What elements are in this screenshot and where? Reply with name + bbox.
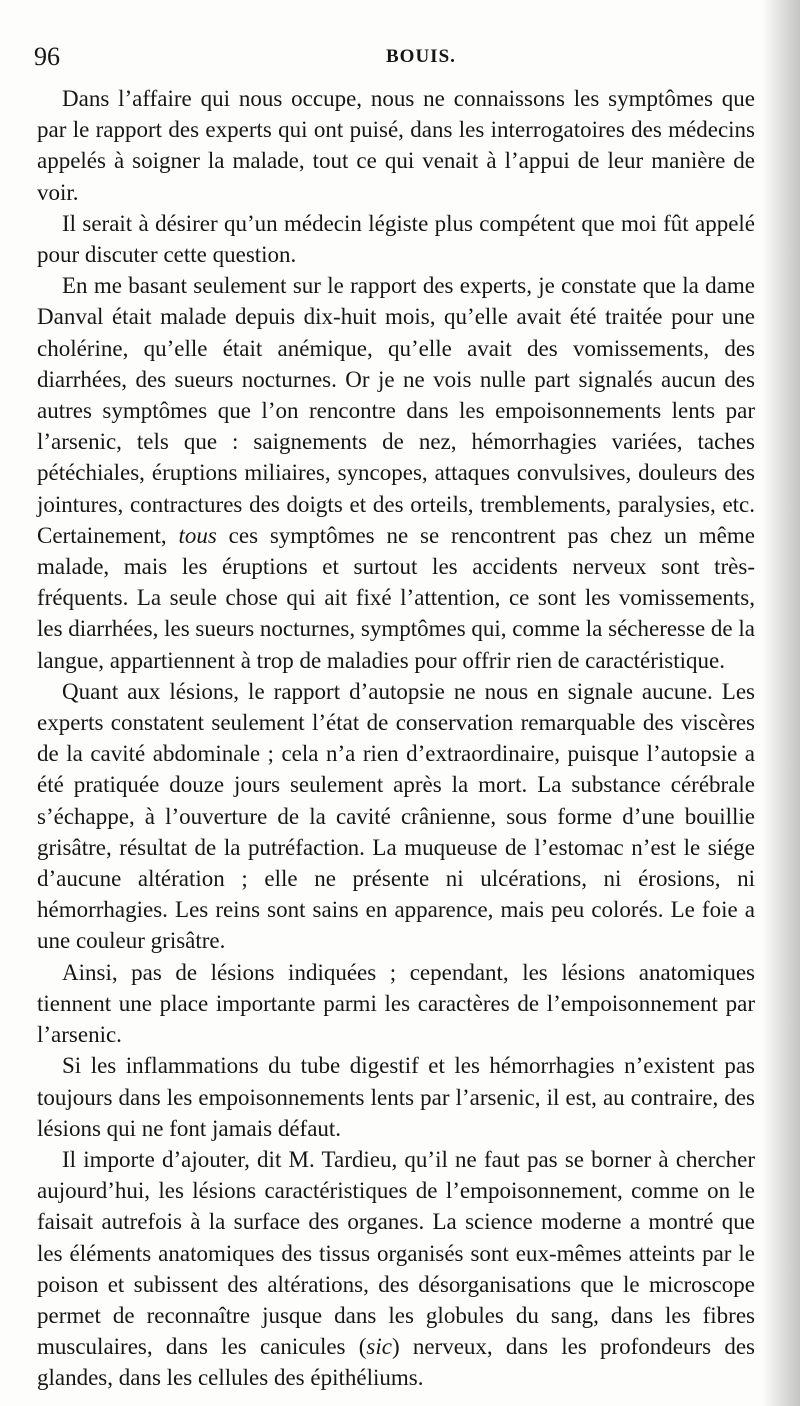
paragraph-symptoms-intro: Dans l’affaire qui nous occupe, nous ne connaissons les symptômes que par le rapport des experts qui ont puisé, dans les interrogatoires des médecins appelés à soigner la malade, tout ce qui venait à l’appui de leur manière de voir.: [37, 86, 755, 205]
running-head: BOUIS.: [386, 46, 456, 67]
page-header: [34, 40, 734, 74]
paragraph-tardieu: Il importe d’ajouter, dit M. Tardieu, qu’il ne faut pas se borner à chercher aujourd’hui, les lésions caractéristiques de l’empoisonnement, comme on le faisait autrefois à la surface des organes. La science moderne a montré que les éléments anatomiques des tissus organisés sont eux-mêmes atteints par le poison et subissent des altérations, des désorganisations que le microscope permet de reconnaître jusque dans les globules du sang, dans les fibres musculaires, dans les canicules (sic) nerveux, dans les profondeurs des glandes, dans les cellules des épithéliums.: [37, 1146, 755, 1391]
paragraph-no-lesions: Ainsi, pas de lésions indiquées ; cependant, les lésions anatomiques tiennent une place importante parmi les caractères de l’empoisonnement par l’arsenic.: [37, 959, 755, 1048]
page-edge-shadow: [762, 0, 800, 1406]
page-number: 96: [34, 42, 60, 71]
paragraph-experts-report: En me basant seulement sur le rapport des experts, je constate que la dame Danval était malade depuis dix-huit mois, qu’elle avait été traitée pour une cholérine, qu’elle était anémique, qu’elle avait des vomissements, des diarrhées, des sueurs nocturnes. Or je ne vois nulle part signalés aucun des autres symptômes que l’on rencontre dans les empoisonnements lents par l’arsenic, tels que : saignements de nez, hémorrhagies variées, taches pétéchiales, éruptions miliaires, syncopes, attaques convulsives, douleurs des jointures, contractures des doigts et des orteils, tremblements, paralysies, etc. Certainement, tous ces symptômes ne se rencontrent pas chez un même malade, mais les éruptions et surtout les accidents nerveux sont très-fréquents. La seule chose qui ait fixé l’attention, ce sont les vomissements, les diarrhées, les sueurs nocturnes, symptômes qui, comme la sécheresse de la langue, appartiennent à trop de maladies pour offrir rien de caractéristique.: [37, 273, 755, 673]
paragraph-autopsy-lesions: Quant aux lésions, le rapport d’autopsie ne nous en signale aucune. Les experts constatent seulement l’état de conservation remarquable des viscères de la cavité abdominale ; cela n’a rien d’extraordinaire, puisque l’autopsie a été pratiquée douze jours seulement après la mort. La substance cérébrale s’échappe, à l’ouverture de la cavité crânienne, sous forme d’une bouillie grisâtre, résultat de la putréfaction. La muqueuse de l’estomac n’est le siége d’aucune altération ; elle ne présente ni ulcérations, ni érosions, ni hémorrhagies. Les reins sont sains en apparence, mais peu colorés. Le foie a une couleur grisâtre.: [37, 678, 755, 954]
italic-word: tous: [178, 522, 217, 548]
paragraph-legal-expert: Il serait à désirer qu’un médecin légiste plus compétent que moi fût appelé pour discuter cette question.: [37, 210, 755, 268]
paragraph-inflammations: Si les inflammations du tube digestif et les hémorrhagies n’existent pas toujours dans les empoisonnements lents par l’arsenic, il est, au contraire, des lésions qui ne font jamais défaut.: [37, 1053, 755, 1141]
italic-word: sic: [366, 1334, 392, 1360]
body-text: [37, 83, 755, 1394]
